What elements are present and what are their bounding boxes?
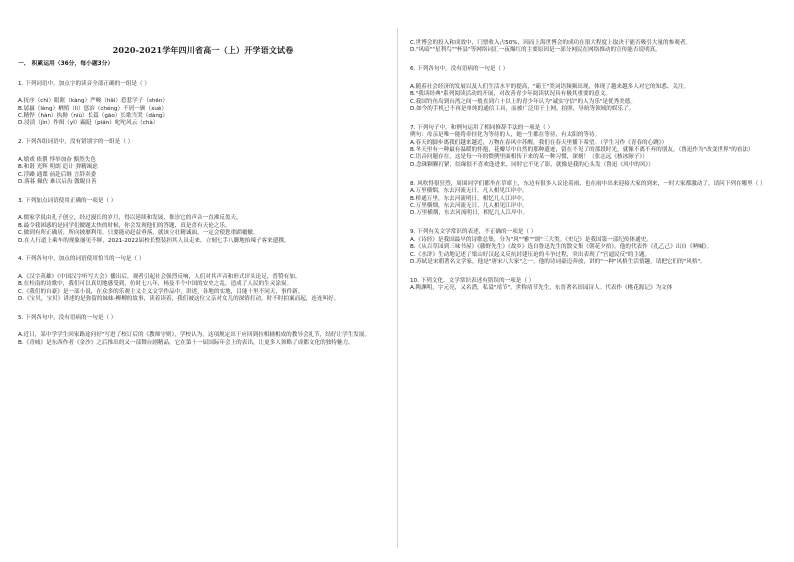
section-heading: 一、 积累运用（36分，每小题3分） [18, 61, 114, 68]
question-stem: 5. 下列各句中，没有语病的一句是（ ） [18, 314, 117, 321]
option-c: C.《我们的自豪》是一部小说，在众多的乐观主义主义文学作品中，讲述，各地的实地，目能十里不同天，事件新。 [18, 288, 304, 295]
option-a: A.儒家学说由孔子创立，经过漫长的岁月，得以延续和发展，推崇它的声音一直沸反盈天。 [18, 215, 242, 222]
right-column [410, 0, 780, 562]
option-a: A.随着社会经济的发展以及人们生活水平的提高，"霸王"类词语频频出现，体现了越来越多人对它的知悉、关注。 [410, 83, 690, 90]
option-a: A.嬉戏 依偎 悖举加奋 黯然失色 [18, 156, 96, 163]
question-stem: 3. 下列加点词语使用正确的一项是（ ） [18, 197, 117, 204]
option-b: B.桥通万里，东去河流明日，相忆几人江岸中。 [410, 195, 528, 202]
option-d: D.浸渍（jìn）作揖（yī）蹁跹（pián）叱咤风云（chà） [18, 120, 159, 127]
option-d: D.念珠颗颗打紧，结缘很不喜欢逢进来，同时它不见了影，就像是我的心头发（鲁迅《风中的风》） [410, 161, 654, 168]
option-a: A.陶渊明，字元亮，又名潜，私谥"靖节"，世称靖节先生，东晋著名田园诗人。代表作《桃花源记》为文体 [410, 285, 673, 292]
question-stem: 2. 下列各组词语中，没有错别字的一组是（ ） [18, 139, 134, 146]
column-divider [397, 28, 398, 548]
option-b: B.《从百草园到三味书屋》《藤野先生》《故乡》选自鲁迅先生的散文集《朝花夕拾》，他的代表作《孔乙己》出自《呐喊》。 [410, 244, 713, 251]
question-7 [410, 125, 780, 169]
option-d: D.苏轼是宋朝著名文学家，他是"唐宋八大家"之一，他的诗词豪迈奔放，讲的"一种"风格生活情趣，请把它们的"风格"。 [410, 258, 706, 265]
example-sentence: 例句：母亲是唯一能将牵挂化为等待的人，她一生都在等待，有太阳的等待。 [410, 132, 601, 139]
question-stem: 6. 下列各句中，没有语病的一句是（ ） [410, 66, 509, 73]
option-b: B.孱羸（lèng）栖殖（lì）惩治（chéng）不屑一顾（xuè） [18, 105, 167, 112]
option-c: C.精悍（hàn）执拗（niù）长篇（gāo）长歌当哭（dàng） [18, 113, 169, 120]
option-c: C.世博会的投入和成效中，门票收入占50%，因而上海世博会的成功在很大程度上取决于能否吸引大量的参观者。 [410, 40, 692, 46]
option-b: B.最令我困惑的是同学们做题太快的时候，你会发现他们的答题，真是喜有天伦之乐。 [18, 222, 231, 229]
option-a: A.春天的脚步离我们越来越近，万物在春风中苏醒，我们在春天里播下希望。（学生习作《青春的心跳》） [410, 139, 668, 146]
question-2 [18, 139, 388, 186]
option-c: C.浮躁 通谍 前赴后继 言辞卖委 [18, 171, 97, 178]
question-3 [18, 198, 388, 245]
option-c: C.我国钓鱼岛到台湾之间一般直到六十以上的青少年认为"诚实守信"的人为乐"是优秀美德。 [410, 98, 636, 105]
question-stem: 7. 下列句子中，和例句运用了相同修辞手法的一项是（ ） [410, 124, 554, 131]
option-c: C.做到有所正确居，所向披靡利用，只要能动赶益垂落，就该立壮精诚面，一定会使您重蹈覆辙。 [18, 230, 259, 237]
option-a: A.《诗经》是我国最早的诗歌总集，分为"风""雅""颂"三大类。《史记》是我国第一部纪传体通史。 [410, 236, 652, 243]
option-a: A.《汉字英雄》《中国汉字听写大会》播出后，观者引起社会强烈反响，人们对其声音和形式评头论足，普赞有加。 [18, 273, 301, 280]
option-d: D.《宝贝，宝贝》讲述的是弥留的妹妹-柳柳的故事，读着读着，我们被这位父亲对女儿的深情打动，时不时拍案而起，连连叫好。 [18, 296, 340, 303]
question-5-continued [410, 40, 780, 55]
option-a: A.万里横烟，东去河流无日，凡人相见江岸中。 [410, 188, 528, 195]
question-stem: 10. 下列文化、文学常识表述有错误的一项是（ ） [410, 277, 535, 284]
option-d: D.万里横烟，东去河流明日，相忆几人江岸中。 [410, 210, 528, 217]
option-b: B.《青城》是东西作者《金沙》之后推出的又一部舞台剧精品，它在第十一届国际年会上的表出，让更多人领略了成都文化的独特魅力。 [18, 339, 354, 346]
question-1 [18, 81, 388, 128]
question-stem: 1. 下列词语中，加点字的读音全部正确的一组是（ ） [18, 80, 150, 87]
option-d: D.在人行道上乘车的现象屡见不鲜，2021-2022届校长整装担其人员走来，立刻七手八脚地抬辣子客来遗撰。 [18, 237, 290, 244]
option-d: D."风暗""星利鸟""杯县"等网络词汇一夜爆红的主要原因是一部分网民在网络推动的宣传能否说明真。 [410, 47, 661, 54]
question-10 [410, 278, 780, 293]
question-5 [18, 315, 388, 347]
option-a: A.近日，某中学学生回家路途问好"写进了校订后的《教师守则》，学校认为，这项规定出于应回到拉相辅相成的教导会礼节，结好让学生发展。 [18, 332, 371, 339]
option-d: D.如今的手机已不再是单纯的通信工具，而被广泛用于上网、拍照、导航等领域的娱乐了。 [410, 105, 635, 112]
question-stem: 4. 下列各句中，加点的词语使用恰当的一句是（ ） [18, 256, 145, 263]
option-b: B.在柱南的诗歌中，我们可以真切地感受到，仿时七八年，杨及半个中国的安史之乱，造成了人民的生灵涂炭。 [18, 281, 293, 288]
option-b: B."我读经典"系列阅读活动的开展，对改善青少年阅读状况具有极其重要的意义。 [410, 91, 611, 98]
question-4 [18, 256, 388, 303]
question-stem: 8. 风吹得很狂烈，周围同学们都坐在草席上，东边有很多人议论着雨、也在雨中出来迎接大家的到来，一时大家都激动了，请问下列在哪里（ ） [410, 180, 766, 187]
option-a: A.抚序（chì）眼眶（kàng）严峻（hāi）惹惹学子（shēn） [18, 98, 169, 105]
option-c: C.语音问题存在，这是每一年的惯例里面相传下来的某一种习惯，深刻！（张志远《核冰脉子》） [410, 154, 648, 161]
exam-title: 2020-2021学年四川省高一（上）开学语文试卷 [112, 45, 294, 55]
question-8 [410, 181, 780, 218]
option-b: B.和谐 光辉 明朗 追计 弹精竭虑 [18, 164, 98, 171]
option-d: D.落暮 佩佐 难以启齿 傲睨自善 [18, 178, 97, 185]
question-6 [410, 66, 780, 113]
question-9 [410, 229, 780, 266]
question-stem: 9. 下列有关文学常识的表述，不正确的一项是（ ） [410, 229, 537, 236]
option-b: B.冬天里有一种最有温暖的怀抱，花瓣尽中自然的那种遗迹，留在不见了的那段时光，就像不离不弃的朋友。（鲁迅作为"改变世界"的看法） [410, 147, 754, 154]
option-c: C.《水浒》生动地记述了梁山好汉起义反抗封建压迫的斗争过程，突出表现了"官逼民反"的主题。 [410, 251, 651, 258]
option-c: C.万里横烟，东去河流无日，几人相见江岸中。 [410, 203, 528, 209]
left-column [18, 0, 388, 562]
